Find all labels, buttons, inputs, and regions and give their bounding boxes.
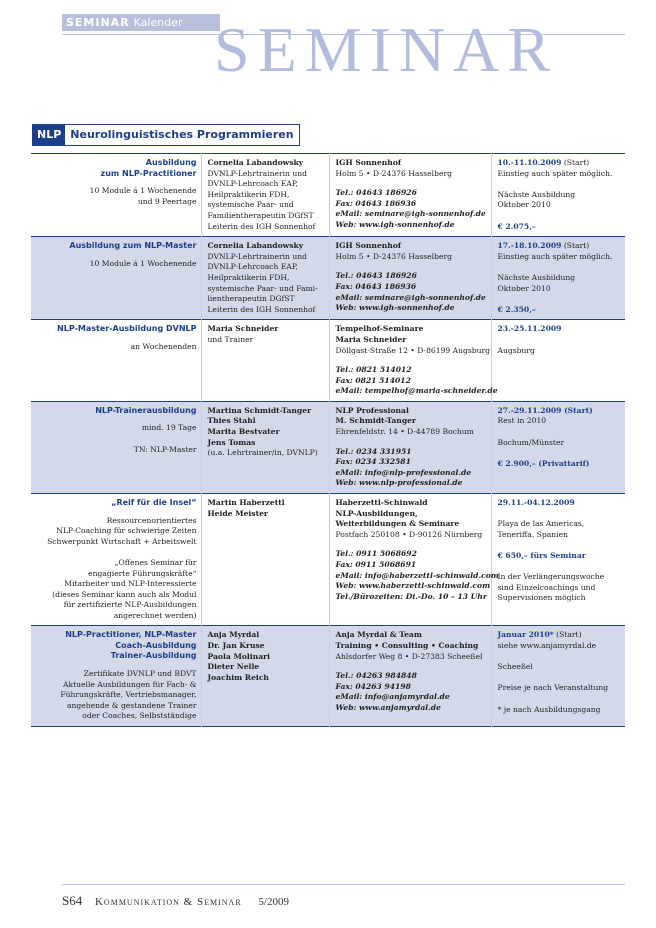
course-description: 10 Module á 1 Wochenende [89,258,197,268]
info-line [498,673,622,684]
info-line: Bochum/Münster [497,437,565,447]
course-title: Trainer-Ausbildung [110,651,197,661]
course-description: Aktuelle Ausbildungen für Fach- & [63,679,197,689]
trainer-line: Dieter Nelle [207,662,260,672]
page-number: S64 [62,893,83,908]
course-description: Schwerpunkt Wirtschaft + Arbeitswelt [47,536,197,546]
info-line [498,509,622,520]
info-line [498,262,622,273]
info-line [498,294,622,305]
seminar-table [31,153,625,727]
trainer-cell [201,401,329,493]
date-note: (Start) [553,630,582,640]
course-title: zum NLP-Practitioner [100,168,197,178]
course-description: angerechnet werden) [113,610,197,620]
info-line: Einstieg auch später möglich. [497,251,613,261]
course-description: Führungskräfte, Vertriebsmanager, [60,690,197,700]
trainer-line: Anja Myrdal [207,630,260,640]
info-line: sind Einzelcoachings und [497,582,596,592]
course-cell [31,320,201,402]
organizer-line: Maria Schneider [335,334,407,344]
info-line [498,694,622,705]
organizer-line: Döllgast-Straße 12 • D-86199 Augsburg [335,345,491,355]
date-line [498,498,622,509]
trainer-line: DVNLP-Lehrtrainerin und [207,251,307,261]
course-title: „Reif für die Insel“ [111,498,197,508]
date-line [498,406,622,417]
contact-link[interactable]: Web: www.haberzettl-schinwald.com [335,581,491,591]
trainer-line: Martina Schmidt-Tanger [207,405,312,415]
trainer-line: und Trainer [207,334,254,344]
course-description: angehende & gestandene Trainer [66,700,197,710]
info-line: Nächste Ausbildung [497,189,576,199]
info-line: * je nach Ausbildungsgang [497,704,601,714]
organizer-line: NLP-Ausbildungen, [335,508,418,518]
tag-kalender: Kalender [133,16,183,29]
seminar-date: 29.11.-04.12.2009 [497,498,575,508]
course-description [37,434,197,445]
info-line [498,652,622,663]
trainer-line: Paola Molinari [207,651,271,661]
info-line: Oktober 2010 [497,200,551,210]
trainer-cell [201,154,329,237]
date-cell [491,320,625,402]
course-description: engagierte Führungskräfte“ [88,568,197,578]
date-line [498,324,622,335]
table-row [31,237,625,320]
trainer-line: systemische Paar- und [207,200,294,210]
organizer-cell [329,237,491,320]
course-description: TN: NLP-Master [133,444,197,454]
contact-link[interactable]: Web: www.nlp-professional.de [335,478,463,488]
contact-line: Tel.: 0821 514012 [335,365,412,375]
course-title: NLP-Trainerausbildung [95,405,197,415]
course-description: mind. 19 Tage [141,423,197,433]
section-abbr: NLP [33,125,65,145]
table-row [31,626,625,726]
course-cell [31,401,201,493]
contact-line: Fax: 04643 186936 [335,281,417,291]
organizer-line: Holm 5 • D-24376 Hasselberg [335,251,452,261]
organizer-cell [329,494,499,626]
trainer-cell [201,626,329,726]
trainer-line: Jens Tomas [207,437,256,447]
trainer-line: systemische Paar- und Fami- [207,283,318,293]
section-name: Neurolinguistisches Programmieren [65,125,298,145]
organizer-line: Tempelhof-Seminare [335,324,424,334]
section-header [32,124,300,146]
contact-link[interactable]: eMail: seminare@igh-sonnenhof.de [335,209,486,219]
trainer-line: Maria Schneider [207,324,279,334]
date-cell [491,237,625,320]
price: € 2.900,– (Privattarif) [497,458,590,468]
contact-line: Tel.: 04643 186926 [335,271,417,281]
trainer-line: Leiterin des IGH Sonnenhof [207,221,316,231]
course-description [37,547,197,558]
contact-line: Fax: 04643 186936 [335,198,417,208]
info-line [498,448,622,459]
date-cell [491,154,625,237]
info-line: Rest in 2010 [497,416,547,426]
trainer-line: Dr. Jan Kruse [207,641,265,651]
contact-line: Tel./Bürozeiten: Di.-Do. 10 – 13 Uhr [335,591,487,601]
organizer-line: NLP Professional [335,405,409,415]
course-description: (dieses Seminar kann auch als Modul [52,589,197,599]
trainer-line: Marita Bestvater [207,427,280,437]
organizer-line: IGH Sonnenhof [335,241,402,251]
organizer-line: Ahlsdorfer Weg 8 • D-27383 Scheeßel [335,651,483,661]
table-row [31,320,625,402]
info-line [498,562,622,573]
course-title: Ausbildung zum NLP-Master [69,241,197,251]
date-line [498,241,622,252]
course-title: Coach-Ausbildung [115,640,197,650]
course-description: an Wochenenden [130,341,197,351]
trainer-cell [201,237,329,320]
contact-line: Tel.: 0234 331951 [335,446,412,456]
info-line [498,335,622,346]
organizer-line: M. Schmidt-Tanger [335,416,416,426]
trainer-line: Joachim Reich [207,672,269,682]
info-line [498,179,622,190]
price: € 2.075,– [497,221,536,231]
info-line: Einstieg auch später möglich. [497,168,613,178]
trainer-cell [201,320,329,402]
contact-link[interactable]: Web: www.anjamyrdal.de [335,703,441,713]
trainer-line: Thies Stahl [207,416,256,426]
organizer-line: Postfach 250108 • D-90126 Nürnberg [335,529,483,539]
course-cell [31,494,201,626]
seminar-date: 10.-11.10.2009 [497,158,562,167]
organizer-line: Holm 5 • D-24376 Hasselberg [335,168,452,178]
date-cell [491,401,625,493]
footer-rule [62,884,625,885]
info-line: Playa de las Americas, [497,519,585,529]
course-description: für zertifizierte NLP-Ausbildungen [63,600,197,610]
course-title: NLP-Master-Ausbildung DVNLP [57,324,197,334]
price: € 2.350,– [497,304,536,314]
trainer-line: DVNLP-Lehrtrainerin und [207,168,307,178]
contact-link[interactable]: eMail: info@nlp-professional.de [335,467,472,477]
info-line [498,540,622,551]
contact-link[interactable]: eMail: tempelhof@maria-schneider.de [335,386,498,396]
trainer-line: Cornelia Labandowsky [207,241,304,251]
info-line: Preise je nach Veranstaltung [497,683,609,693]
trainer-line: Cornelia Labandowsky [207,158,304,167]
trainer-line: Martin Haberzettl [207,498,285,508]
seminar-date: 27.-29.11.2009 (Start) [497,405,593,415]
contact-link[interactable]: Web: www.igh-sonnenhof.de [335,219,455,229]
course-cell [31,237,201,320]
contact-line: Fax: 0821 514012 [335,375,411,385]
course-description: „Offenes Seminar für [114,557,197,567]
organizer-cell [329,154,491,237]
contact-line: Fax: 0234 332581 [335,457,411,467]
trainer-line: Heide Meister [207,508,268,518]
tag-seminar: SEMINAR [66,16,130,29]
date-cell [491,626,625,726]
seminar-date: 17.-18.10.2009 [497,241,562,251]
trainer-line: Familientherapeutin DGfST [207,210,314,220]
trainer-line: DVNLP-Lehrcoach EAP, [207,262,298,272]
course-title: NLP-Practitioner, NLP-Master [65,630,197,640]
info-line [498,427,622,438]
price: € 650,– fürs Seminar [497,551,586,560]
course-description: NLP-Coaching für schwierige Zeiten [56,526,197,536]
info-line: Supervisionen möglich [497,593,586,603]
date-note: (Start) [561,241,590,251]
contact-line: Tel.: 04263 984848 [335,671,417,681]
contact-link[interactable]: Web: www.igh-sonnenhof.de [335,303,455,313]
table-row [31,494,625,626]
organizer-cell [329,320,498,402]
organizer-cell [329,401,491,493]
contact-line: Tel.: 0911 5068692 [335,549,417,559]
calendar-tag [62,14,220,31]
table-row [31,154,625,237]
page-title: SEMINAR [214,14,559,85]
trainer-line: Leiterin des IGH Sonnenhof [207,304,316,314]
organizer-line: Anja Myrdal & Team [335,630,422,640]
organizer-line: IGH Sonnenhof [335,158,402,167]
organizer-line: Ehrenfeldstr. 14 • D-44789 Bochum [335,427,474,437]
date-cell [491,494,625,626]
course-cell [31,626,201,726]
trainer-line: DVNLP-Lehrcoach EAP, [207,179,298,189]
organizer-line: Haberzettl-Schinwald [335,498,428,508]
organizer-line: Weiterbildungen & Seminare [335,519,460,529]
trainer-line: (u.a. Lehrtrainer/in, DVNLP) [207,448,318,458]
contact-line: Fax: 0911 5068691 [335,560,417,569]
contact-line: Tel.: 04643 186926 [335,188,417,198]
contact-link[interactable]: eMail: info@anjamyrdal.de [335,692,450,702]
info-line: In der Verlängerungswoche [497,572,605,582]
info-line: siehe www.anjamyrdal.de [497,641,597,651]
contact-link[interactable]: eMail: seminare@igh-sonnenhof.de [335,292,486,302]
course-description: Ressourcenorientiertes [106,515,197,525]
info-line: Nächste Ausbildung [497,272,576,282]
contact-link[interactable]: eMail: info@haberzettl-schinwald.com [335,570,499,580]
footer [62,893,289,909]
info-line: Augsburg [497,345,535,355]
seminar-date: Januar 2010* [497,630,554,640]
info-line: Teneriffa, Spanien [497,529,568,539]
date-line [498,158,622,169]
info-line: Scheeßel [497,662,533,672]
course-description: Mitarbeiter und NLP-Interessierte [64,579,197,589]
seminar-date: 23.-25.11.2009 [497,324,562,334]
course-cell [31,154,201,237]
course-description: oder Coaches, Selbstständige [82,711,197,721]
organizer-cell [329,626,491,726]
course-title: Ausbildung [145,158,197,167]
trainer-line: Heilpraktikerin FDH, [207,272,290,282]
table-row [31,401,625,493]
issue: 5/2009 [258,896,289,908]
info-line: Oktober 2010 [497,283,551,293]
trainer-line: Heilpraktikerin FDH, [207,189,290,199]
date-line [498,630,622,641]
date-note: (Start) [561,158,590,167]
magazine-name: Kommunikation & Seminar [94,896,242,908]
course-description: und 9 Peertage [137,196,197,206]
organizer-line: Training • Consulting • Coaching [335,641,479,651]
trainer-cell [201,494,329,626]
contact-line: Fax: 04263 94198 [335,681,411,691]
info-line [498,211,622,222]
trainer-line: lientherapeutin DGfST [207,294,295,304]
course-description: 10 Module á 1 Wochenende [89,186,197,195]
course-description: Zertifikate DVNLP und BDVT [83,668,197,678]
